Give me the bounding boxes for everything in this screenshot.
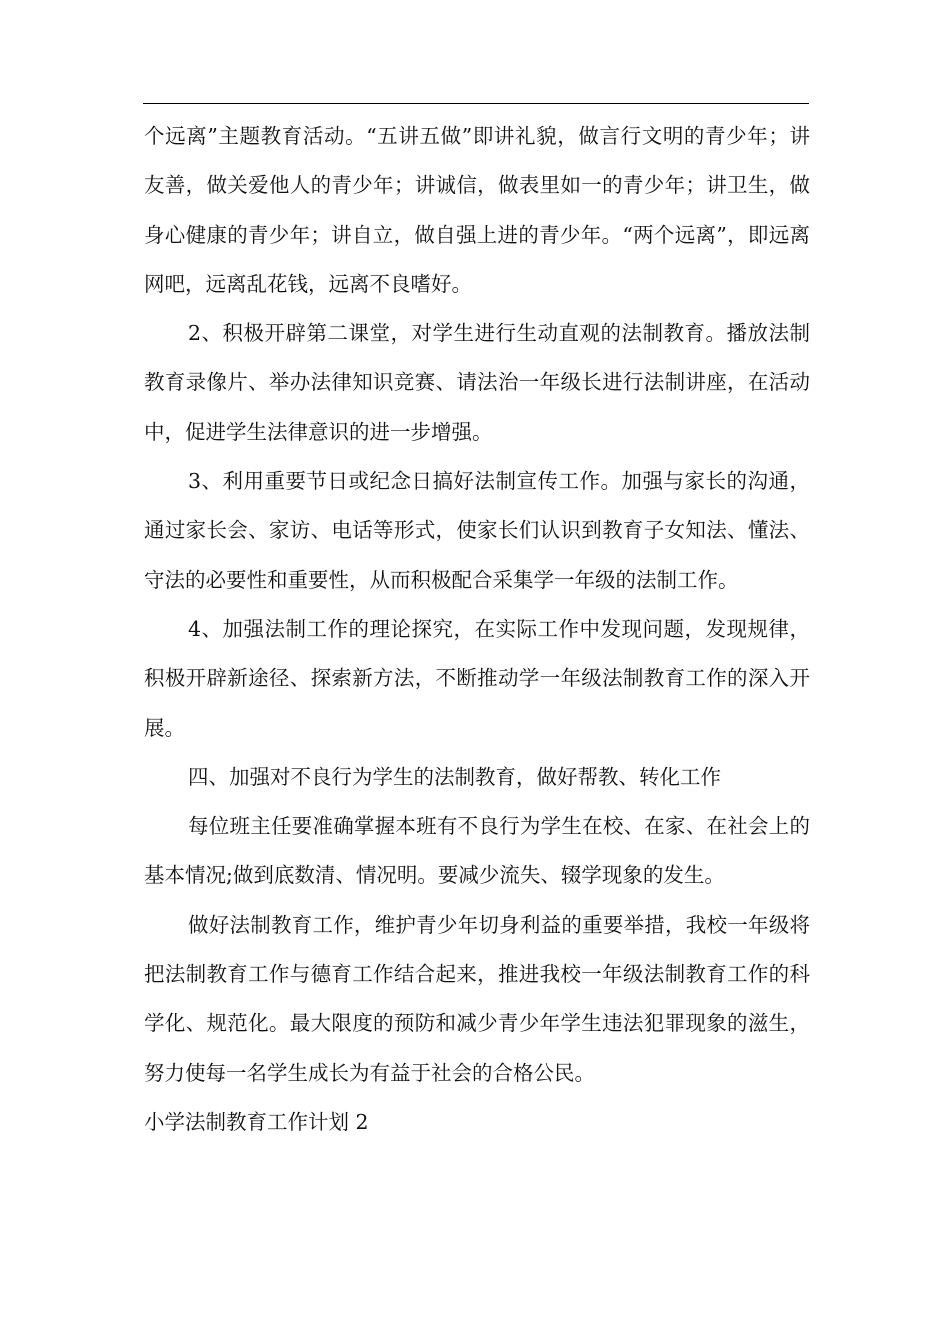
document-body — [144, 112, 810, 1147]
paragraph-item-3: 3、利用重要节日或纪念日搞好法制宣传工作。加强与家长的沟通，通过家长会、家访、电话等形式，使家长们认识到教育子女知法、懂法、守法的必要性和重要性，从而积极配合采集学一年级的法制工作。 — [144, 469, 810, 592]
paragraph-item-4: 4、加强法制工作的理论探究，在实际工作中发现问题，发现规律，积极开辟新途径、探索新方法，不断推动学一年级法制教育工作的深入开展。 — [144, 616, 810, 740]
paragraph-conclusion: 做好法制教育工作，维护青少年切身利益的重要举措，我校一年级将把法制教育工作与德育工作结合起来，推进我校一年级法制教育工作的科学化、规范化。最大限度的预防和减少青少年学生违法犯罪现象的滋生，努力使每一名学生成长为有益于社会的合格公民。 — [144, 912, 810, 1085]
section-heading-four: 四、加强对不良行为学生的法制教育，做好帮教、转化工作 — [188, 764, 721, 789]
paragraph-class-teacher: 每位班主任要准确掌握本班有不良行为学生在校、在家、在社会上的基本情况;做到底数清、情况明。要减少流失、辍学现象的发生。 — [144, 814, 810, 888]
paragraph-item-2: 2、积极开辟第二课堂，对学生进行生动直观的法制教育。播放法制教育录像片、举办法律知识竞赛、请法治一年级长进行法制讲座，在活动中，促进学生法律意识的进一步增强。 — [144, 321, 810, 444]
paragraph-continuation: 个远离”主题教育活动。“五讲五做”即讲礼貌，做言行文明的青少年；讲友善，做关爱他人的青少年；讲诚信，做表里如一的青少年；讲卫生，做身心健康的青少年；讲自立，做自强上进的青少年。“两个远离”，即远离网吧，远离乱花钱，远离不良嗜好。 — [144, 124, 810, 296]
header-rule — [143, 103, 809, 104]
section-title: 小学法制教育工作计划 2 — [144, 1109, 369, 1134]
